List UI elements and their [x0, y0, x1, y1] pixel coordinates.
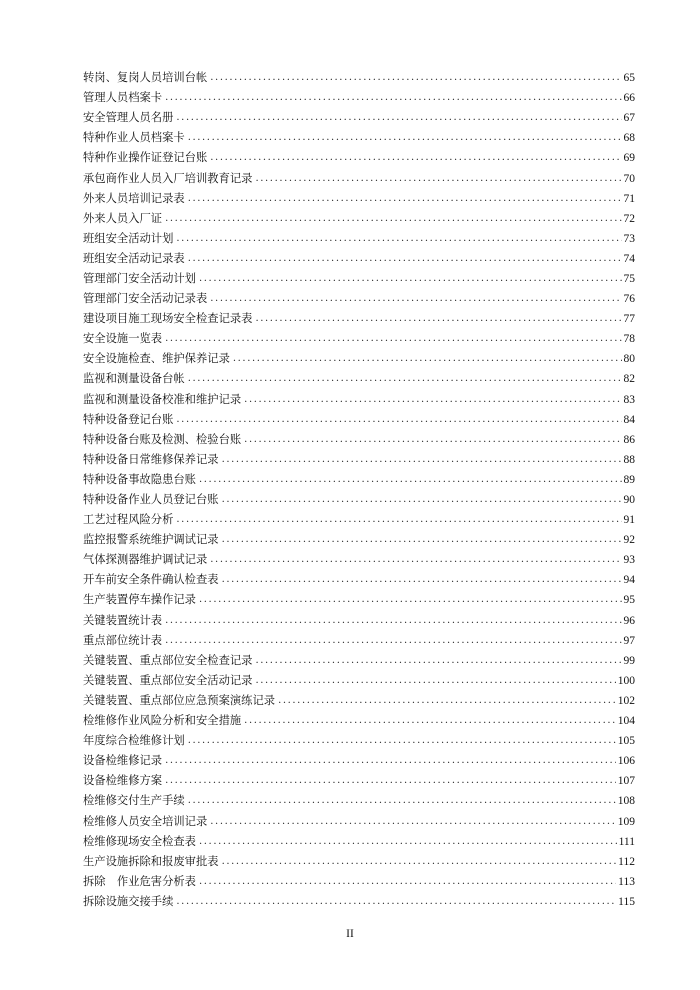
toc-entry[interactable]: [83, 651, 635, 671]
toc-entry-page: 106: [617, 755, 635, 768]
toc-entry[interactable]: [83, 369, 635, 389]
toc-entry[interactable]: [83, 168, 635, 188]
toc-entry[interactable]: [83, 590, 635, 610]
toc-entry[interactable]: [83, 611, 635, 631]
toc-entry[interactable]: [83, 751, 635, 771]
toc-leader-dots: [176, 510, 621, 530]
toc-entry-page: 88: [623, 453, 635, 466]
toc-entry[interactable]: [83, 510, 635, 530]
toc-leader-dots: [176, 229, 621, 249]
toc-entry-page: 68: [623, 132, 635, 145]
toc-entry[interactable]: [83, 269, 635, 289]
toc-leader-dots: [199, 590, 622, 610]
toc-entry-title: 承包商作业人员入厂培训教育记录: [83, 171, 253, 185]
toc-entry-page: 93: [623, 554, 635, 567]
toc-entry[interactable]: [83, 108, 635, 128]
toc-leader-dots: [278, 691, 616, 711]
toc-entry-page: 66: [623, 92, 635, 105]
toc-leader-dots: [210, 550, 621, 570]
toc-entry-title: 管理部门安全活动计划: [83, 271, 196, 285]
toc-entry-title: 设备检维修方案: [83, 774, 163, 788]
toc-leader-dots: [176, 892, 616, 912]
toc-entry-page: 113: [618, 875, 635, 888]
toc-entry-page: 96: [623, 614, 635, 627]
toc-entry-page: 71: [623, 192, 635, 205]
toc-entry-page: 94: [623, 574, 635, 587]
toc-entry-title: 班组安全活动计划: [83, 231, 174, 245]
toc-entry[interactable]: [83, 209, 635, 229]
toc-entry[interactable]: [83, 88, 635, 108]
toc-entry-page: 70: [623, 172, 635, 185]
toc-entry[interactable]: [83, 430, 635, 450]
toc-entry[interactable]: [83, 410, 635, 430]
toc-entry[interactable]: [83, 852, 635, 872]
toc-entry-title: 管理人员档案卡: [83, 91, 163, 105]
toc-entry-title: 开车前安全条件确认检查表: [83, 573, 219, 587]
toc-entry[interactable]: [83, 349, 635, 369]
toc-entry-title: 监视和测量设备校准和维护记录: [83, 392, 242, 406]
toc-entry-title: 关键装置、重点部位应急预案演练记录: [83, 693, 276, 707]
toc-entry-title: 特种设备事故隐患台账: [83, 472, 196, 486]
toc-leader-dots: [188, 189, 622, 209]
toc-entry-page: 80: [623, 353, 635, 366]
toc-entry-page: 105: [617, 735, 635, 748]
toc-entry-page: 115: [618, 895, 635, 908]
toc-entry[interactable]: [83, 550, 635, 570]
toc-entry[interactable]: [83, 289, 635, 309]
page-number: II: [346, 928, 354, 940]
toc-leader-dots: [165, 631, 621, 651]
toc-entry-title: 生产装置停车操作记录: [83, 593, 196, 607]
toc-entry-title: 班组安全活动记录表: [83, 251, 185, 265]
toc-leader-dots: [165, 611, 621, 631]
toc-entry-title: 检维修人员安全培训记录: [83, 814, 208, 828]
toc-leader-dots: [244, 430, 621, 450]
toc-entry[interactable]: [83, 309, 635, 329]
toc-leader-dots: [222, 490, 622, 510]
toc-entry-title: 监视和测量设备台帐: [83, 372, 185, 386]
toc-entry-title: 特种设备日常维修保养记录: [83, 452, 219, 466]
toc-leader-dots: [199, 872, 616, 892]
toc-entry[interactable]: [83, 450, 635, 470]
toc-entry-page: 77: [623, 313, 635, 326]
toc-entry[interactable]: [83, 872, 635, 892]
toc-leader-dots: [210, 289, 621, 309]
toc-entry-title: 特种作业人员档案卡: [83, 131, 185, 145]
toc-entry-title: 安全设施一览表: [83, 332, 163, 346]
toc-leader-dots: [188, 249, 622, 269]
toc-leader-dots: [244, 711, 616, 731]
toc-entry-page: 75: [623, 272, 635, 285]
toc-entry-title: 关键装置、重点部位安全检查记录: [83, 653, 253, 667]
toc-leader-dots: [188, 128, 622, 148]
toc-leader-dots: [199, 470, 622, 490]
toc-entry[interactable]: [83, 832, 635, 852]
toc-entry-page: 104: [617, 715, 635, 728]
toc-entry-title: 设备检维修记录: [83, 754, 163, 768]
toc-leader-dots: [188, 791, 616, 811]
toc-entry[interactable]: [83, 390, 635, 410]
toc-entry[interactable]: [83, 229, 635, 249]
toc-leader-dots: [210, 68, 621, 88]
toc-entry-title: 安全设施检查、维护保养记录: [83, 352, 230, 366]
table-of-contents: [83, 68, 635, 912]
toc-entry[interactable]: [83, 148, 635, 168]
toc-entry-page: 78: [623, 333, 635, 346]
toc-entry[interactable]: [83, 490, 635, 510]
toc-entry[interactable]: [83, 731, 635, 751]
toc-entry-page: 82: [623, 373, 635, 386]
toc-leader-dots: [255, 671, 615, 691]
toc-entry[interactable]: [83, 530, 635, 550]
toc-entry-title: 特种设备台账及检测、检验台账: [83, 432, 242, 446]
toc-leader-dots: [222, 852, 617, 872]
toc-entry-title: 转岗、复岗人员培训台帐: [83, 71, 208, 85]
toc-entry-title: 安全管理人员名册: [83, 111, 174, 125]
toc-entry-page: 100: [617, 674, 635, 687]
toc-entry[interactable]: [83, 570, 635, 590]
toc-entry[interactable]: [83, 771, 635, 791]
toc-entry-page: 84: [623, 413, 635, 426]
toc-entry[interactable]: [83, 249, 635, 269]
toc-entry[interactable]: [83, 811, 635, 831]
toc-leader-dots: [255, 651, 621, 671]
toc-entry-page: 65: [623, 72, 635, 85]
toc-leader-dots: [165, 751, 616, 771]
toc-leader-dots: [222, 570, 622, 590]
toc-entry-title: 工艺过程风险分析: [83, 513, 174, 527]
toc-entry-title: 关键装置、重点部位安全活动记录: [83, 673, 253, 687]
toc-entry-page: 73: [623, 232, 635, 245]
toc-entry-page: 86: [623, 433, 635, 446]
toc-entry-page: 74: [623, 252, 635, 265]
toc-entry-title: 特种作业操作证登记台账: [83, 151, 208, 165]
toc-leader-dots: [188, 369, 622, 389]
toc-leader-dots: [165, 771, 616, 791]
toc-entry-title: 重点部位统计表: [83, 633, 163, 647]
toc-entry[interactable]: [83, 329, 635, 349]
toc-leader-dots: [199, 832, 617, 852]
toc-leader-dots: [165, 329, 621, 349]
toc-entry-title: 气体探测器维护调试记录: [83, 553, 208, 567]
toc-entry[interactable]: [83, 189, 635, 209]
toc-entry-page: 112: [618, 855, 635, 868]
toc-entry-page: 91: [623, 514, 635, 527]
toc-entry-page: 97: [623, 634, 635, 647]
toc-entry-page: 90: [623, 494, 635, 507]
toc-leader-dots: [255, 309, 621, 329]
toc-entry-page: 99: [623, 654, 635, 667]
toc-entry[interactable]: [83, 128, 635, 148]
toc-entry-title: 特种设备登记台账: [83, 412, 174, 426]
toc-entry[interactable]: [83, 671, 635, 691]
toc-leader-dots: [255, 169, 621, 189]
toc-entry[interactable]: [83, 68, 635, 88]
toc-entry-title: 检维修交付生产手续: [83, 794, 185, 808]
toc-leader-dots: [222, 530, 622, 550]
toc-entry[interactable]: [83, 691, 635, 711]
toc-entry[interactable]: [83, 631, 635, 651]
toc-entry-page: 92: [623, 534, 635, 547]
toc-entry-page: 67: [623, 112, 635, 125]
toc-entry-title: 生产设施拆除和报废审批表: [83, 854, 219, 868]
toc-entry-title: 拆除 作业危害分析表: [83, 874, 196, 888]
toc-entry-title: 关键装置统计表: [83, 613, 163, 627]
toc-entry-title: 建设项目施工现场安全检查记录表: [83, 312, 253, 326]
toc-entry-page: 109: [617, 815, 635, 828]
toc-leader-dots: [210, 812, 615, 832]
toc-entry-page: 102: [617, 694, 635, 707]
toc-entry-page: 72: [623, 212, 635, 225]
toc-entry[interactable]: [83, 892, 635, 912]
toc-leader-dots: [210, 148, 621, 168]
toc-entry-title: 年度综合检维修计划: [83, 734, 185, 748]
toc-leader-dots: [244, 390, 621, 410]
toc-entry[interactable]: [83, 470, 635, 490]
toc-entry-title: 拆除设施交接手续: [83, 894, 174, 908]
toc-entry[interactable]: [83, 791, 635, 811]
toc-entry-page: 95: [623, 594, 635, 607]
toc-leader-dots: [188, 731, 616, 751]
toc-entry-title: 外来人员入厂证: [83, 211, 163, 225]
toc-leader-dots: [165, 209, 621, 229]
toc-entry-page: 83: [623, 393, 635, 406]
toc-leader-dots: [222, 450, 622, 470]
toc-entry-page: 108: [617, 795, 635, 808]
toc-entry-page: 111: [618, 835, 635, 848]
toc-entry-title: 监控报警系统维护调试记录: [83, 533, 219, 547]
toc-leader-dots: [165, 88, 621, 108]
toc-entry-page: 89: [623, 473, 635, 486]
toc-entry-title: 外来人员培训记录表: [83, 191, 185, 205]
toc-leader-dots: [199, 269, 622, 289]
toc-leader-dots: [176, 410, 621, 430]
toc-entry-title: 检维修现场安全检查表: [83, 834, 196, 848]
toc-entry-title: 特种设备作业人员登记台账: [83, 493, 219, 507]
toc-entry-page: 69: [623, 152, 635, 165]
toc-entry-page: 76: [623, 293, 635, 306]
toc-leader-dots: [233, 349, 622, 369]
toc-entry-title: 检维修作业风险分析和安全措施: [83, 714, 242, 728]
toc-entry-page: 107: [617, 775, 635, 788]
toc-entry-title: 管理部门安全活动记录表: [83, 292, 208, 306]
toc-entry[interactable]: [83, 711, 635, 731]
toc-leader-dots: [176, 108, 621, 128]
